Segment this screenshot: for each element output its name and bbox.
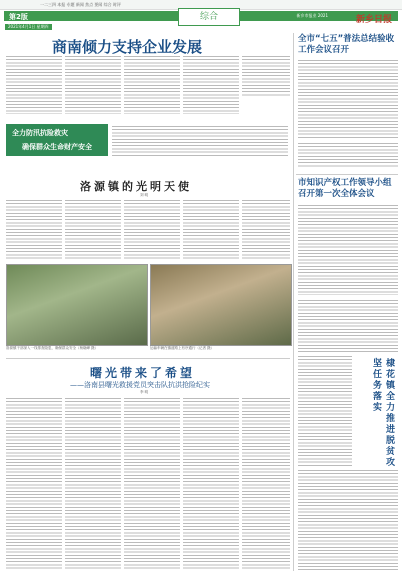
photo-caption-1: 洛源镇干部深入一线排查隐患，确保群众安全（杨晓峰 摄）	[6, 346, 99, 350]
right-top-body	[298, 60, 398, 140]
right-lower-body	[298, 300, 398, 352]
right-top-headline: 全市“七五”普法总结验收工作会议召开	[298, 34, 395, 55]
vertical-headline: 棣花镇全力推进脱贫攻坚任务落实	[371, 358, 394, 468]
feature-body-col-3	[124, 200, 180, 260]
lead-body-col-5	[242, 56, 290, 96]
top-links: 一二三四 本报 专题 新闻 焦点 要闻 综合 时评	[40, 2, 121, 7]
right-top-body-2	[298, 143, 398, 167]
bottom-body-col-1	[6, 398, 62, 570]
bottom-body-col-5	[242, 398, 290, 570]
right-mid-body	[298, 205, 398, 295]
newspaper-logo: 新乡日报	[355, 15, 392, 25]
lead-body-col-2	[65, 56, 121, 114]
right-divider	[296, 174, 398, 175]
section-label: 综合	[178, 8, 240, 26]
banner-line-2: 确保群众生命财产安全	[22, 143, 92, 151]
photo-trucks	[150, 264, 292, 346]
edition-info: 新乡市报业 2021	[296, 13, 328, 18]
feature-byline: 刘 明	[140, 193, 149, 197]
photo-rescue-team	[6, 264, 148, 346]
feature-headline: 洛源镇的光明天使	[80, 180, 192, 193]
bottom-headline: 曙光带来了希望	[90, 366, 196, 380]
feature-body-col-2	[65, 200, 121, 260]
banner-line-1: 全力防汛抗险救灾	[12, 129, 68, 137]
feature-body-col-4	[183, 200, 239, 260]
issue-date: 2021年4月1日 星期四	[5, 24, 52, 30]
column-divider	[293, 33, 294, 571]
vertical-article-body-2	[298, 470, 398, 570]
bottom-byline: 李 明	[140, 390, 149, 394]
lead-headline: 商南倾力支持企业发展	[52, 38, 203, 56]
photo-caption-2: 运输车辆在镇道路上有序通行（记者 摄）	[150, 346, 215, 350]
flood-banner	[6, 124, 108, 156]
lead-body-col-3	[124, 56, 180, 114]
right-mid-headline: 市知识产权工作领导小组召开第一次全体会议	[298, 178, 392, 199]
page-number: 第2版	[9, 13, 28, 21]
banner-side-body	[112, 126, 288, 156]
bottom-body-col-2	[65, 398, 121, 570]
vertical-article-body-1	[298, 356, 352, 466]
feature-body-col-5	[242, 200, 290, 260]
bottom-body-col-3	[124, 398, 180, 570]
bottom-body-col-4	[183, 398, 239, 570]
bottom-divider	[6, 358, 290, 359]
bottom-subtitle: ——洛南县曙光救援党员突击队抗洪抢险纪实	[70, 381, 210, 389]
lead-body-col-1	[6, 56, 62, 114]
feature-body-col-1	[6, 200, 62, 260]
lead-body-col-4	[183, 56, 239, 114]
